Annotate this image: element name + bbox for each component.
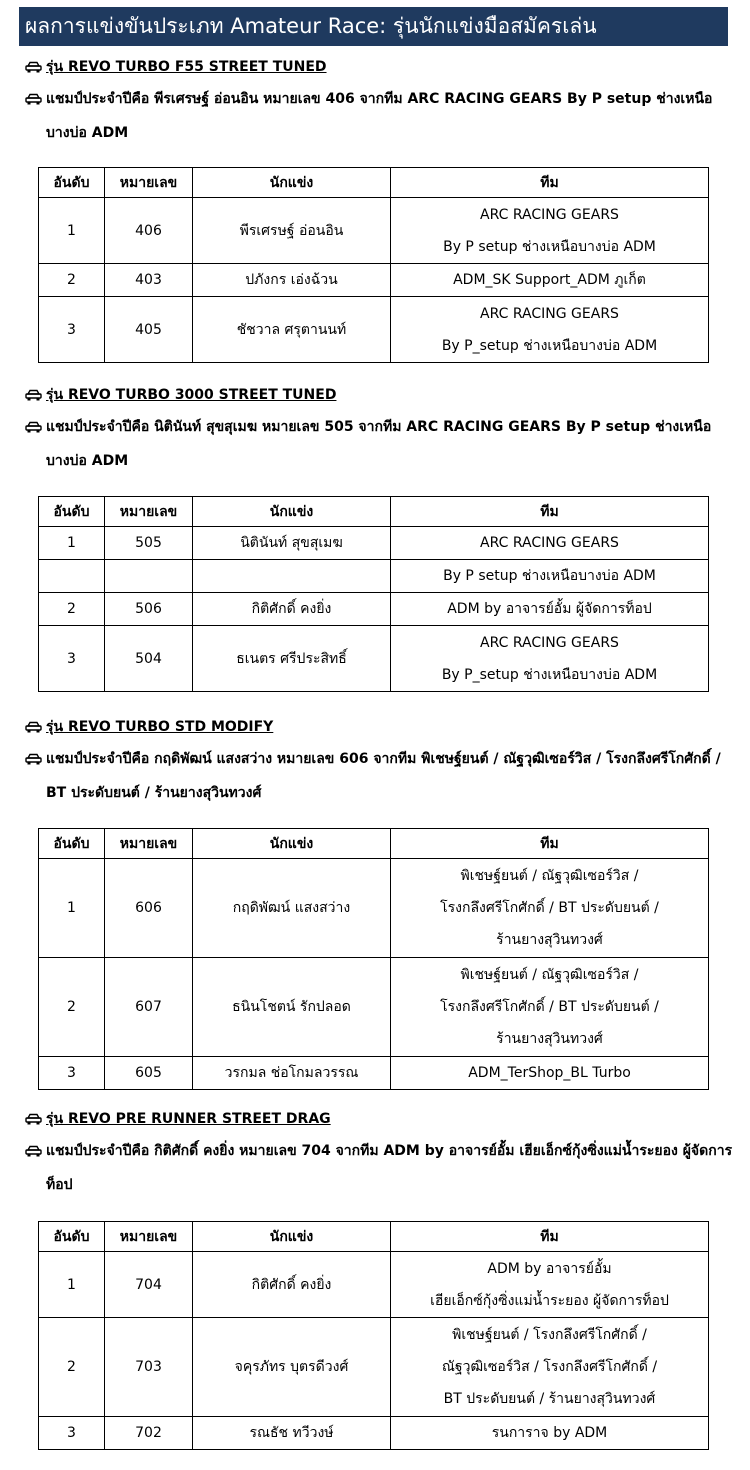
cell-number: 505 xyxy=(105,527,193,560)
team-line: By P setup ช่างเหนือบางบ่อ ADM xyxy=(443,568,656,584)
cell-rank: 1 xyxy=(39,198,105,264)
cell-team xyxy=(391,527,709,560)
page-title: ผลการแข่งขันประเภท Amateur Race: รุ่นนักแข่งมือสมัครเล่น xyxy=(19,7,728,46)
column-header-rank: อันดับ xyxy=(39,497,105,527)
car-icon xyxy=(25,421,42,433)
cell-team xyxy=(391,297,709,363)
cell-driver: ชัชวาล ศรุตานนท์ xyxy=(193,297,391,363)
champion-text: แชมป์ประจำปีคือ กฤดิพัฒน์ แสงสว่าง หมายเลข 606 จากทีม พิเชษฐ์ยนต์ / ณัฐวุฒิเซอร์วิส / โรงกลึงศรีโกศักดิ์ / BT ประดับยนต์ / ร้านยางสุวินทวงศ์ xyxy=(46,751,721,801)
team-line: เฮียเอ็กซ์กุ้งซิ่งแม่น้ำระยอง ผู้จัดการท็อป xyxy=(430,1292,669,1309)
cell-number: 506 xyxy=(105,593,193,626)
table-row xyxy=(39,859,709,958)
class-title xyxy=(25,385,735,405)
race-class-section xyxy=(25,57,735,150)
results-table xyxy=(38,167,709,363)
race-class-section xyxy=(25,1109,735,1202)
cell-rank: 2 xyxy=(39,264,105,297)
table-header-row xyxy=(39,829,709,859)
team-line: By P_setup ช่างเหนือบางบ่อ ADM xyxy=(441,337,658,354)
cell-number: 605 xyxy=(105,1057,193,1090)
cell-rank: 1 xyxy=(39,527,105,560)
column-header-number: หมายเลข xyxy=(105,829,193,859)
cell-team xyxy=(391,1417,709,1450)
table-row xyxy=(39,297,709,363)
team-line: ARC RACING GEARS xyxy=(480,634,619,651)
table-row xyxy=(39,958,709,1057)
class-title-text: รุ่น REVO TURBO STD MODIFY xyxy=(46,719,274,735)
cell-rank: 2 xyxy=(39,1318,105,1417)
cell-rank: 2 xyxy=(39,593,105,626)
table-row xyxy=(39,560,709,593)
team-line: ณัฐวุฒิเซอร์วิส / โรงกลึงศรีโกศักดิ์ / xyxy=(441,1359,658,1375)
cell-driver: นิตินันท์ สุขสุเมฆ xyxy=(193,527,391,560)
cell-rank: 3 xyxy=(39,297,105,363)
team-line: โรงกลึงศรีโกศักดิ์ / BT ประดับยนต์ / xyxy=(440,999,659,1015)
cell-driver: ธนินโชตน์ รักปลอด xyxy=(193,958,391,1057)
column-header-number: หมายเลข xyxy=(105,1222,193,1252)
column-header-team: ทีม xyxy=(391,829,709,859)
column-header-number: หมายเลข xyxy=(105,168,193,198)
team-line: พิเชษฐ์ยนต์ / ณัฐวุฒิเซอร์วิส / xyxy=(460,967,639,983)
car-icon xyxy=(25,1145,42,1157)
team-line: By P setup ช่างเหนือบางบ่อ ADM xyxy=(443,238,656,255)
team-line: ADM by อาจารย์อั้ม xyxy=(487,1260,612,1277)
team-line: ARC RACING GEARS xyxy=(480,206,619,223)
team-line: By P_setup ช่างเหนือบางบ่อ ADM xyxy=(441,666,658,683)
champion-text: แชมป์ประจำปีคือ พีรเศรษฐ์ อ่อนอิน หมายเลข 406 จากทีม ARC RACING GEARS By P setup ช่างเหนือบางบ่อ ADM xyxy=(46,91,713,141)
team-line: ร้านยางสุวินทวงศ์ xyxy=(496,932,603,948)
cell-rank: 3 xyxy=(39,1417,105,1450)
column-header-team: ทีม xyxy=(391,497,709,527)
cell-driver: จคุรภัทร บุตรดีวงศ์ xyxy=(193,1318,391,1417)
car-icon xyxy=(25,93,42,105)
class-title xyxy=(25,1109,735,1129)
results-table xyxy=(38,828,709,1090)
team-line: ADM_TerShop_BL Turbo xyxy=(468,1065,631,1081)
car-icon xyxy=(25,1113,42,1125)
champion-line xyxy=(25,82,735,150)
results-table xyxy=(38,1221,709,1450)
champion-text: แชมป์ประจำปีคือ นิตินันท์ สุขสุเมฆ หมายเลข 505 จากทีม ARC RACING GEARS By P setup ช่างเหนือบางบ่อ ADM xyxy=(46,419,712,469)
cell-team xyxy=(391,958,709,1057)
class-title-text: รุ่น REVO PRE RUNNER STREET DRAG xyxy=(46,1111,331,1127)
table-row xyxy=(39,527,709,560)
cell-team xyxy=(391,1252,709,1318)
cell-number: 606 xyxy=(105,859,193,958)
column-header-driver: นักแข่ง xyxy=(193,168,391,198)
results-table xyxy=(38,496,709,692)
cell-driver: ธเนตร ศรีประสิทธิ์ xyxy=(193,626,391,692)
cell-number: 704 xyxy=(105,1252,193,1318)
team-line: ADM by อาจารย์อั้ม ผู้จัดการท็อป xyxy=(447,601,652,617)
table-row xyxy=(39,626,709,692)
column-header-driver: นักแข่ง xyxy=(193,1222,391,1252)
cell-driver: กฤดิพัฒน์ แสงสว่าง xyxy=(193,859,391,958)
champion-text: แชมป์ประจำปีคือ กิติศักดิ์ คงยิ่ง หมายเลข 704 จากทีม ADM by อาจารย์อั้ม เฮียเอ็กซ์กุ้งซิ่งแม่น้ำระยอง ผู้จัดการท็อป xyxy=(46,1143,733,1193)
cell-team xyxy=(391,560,709,593)
cell-number: 607 xyxy=(105,958,193,1057)
column-header-number: หมายเลข xyxy=(105,497,193,527)
cell-number xyxy=(105,560,193,593)
cell-driver: กิติศักดิ์ คงยิ่ง xyxy=(193,1252,391,1318)
team-line: ARC RACING GEARS xyxy=(480,535,619,551)
table-row xyxy=(39,1318,709,1417)
cell-rank: 1 xyxy=(39,1252,105,1318)
cell-rank: 1 xyxy=(39,859,105,958)
table-row xyxy=(39,1417,709,1450)
car-icon xyxy=(25,753,42,765)
column-header-rank: อันดับ xyxy=(39,1222,105,1252)
cell-driver: กิติศักดิ์ คงยิ่ง xyxy=(193,593,391,626)
race-class-section xyxy=(25,385,735,478)
table-row xyxy=(39,1057,709,1090)
column-header-rank: อันดับ xyxy=(39,168,105,198)
cell-team xyxy=(391,626,709,692)
cell-driver: รณธัช ทวีวงษ์ xyxy=(193,1417,391,1450)
cell-team xyxy=(391,264,709,297)
team-line: ARC RACING GEARS xyxy=(480,305,619,322)
class-title-text: รุ่น REVO TURBO 3000 STREET TUNED xyxy=(46,387,337,403)
cell-driver: พีรเศรษฐ์ อ่อนอิน xyxy=(193,198,391,264)
cell-number: 504 xyxy=(105,626,193,692)
cell-team xyxy=(391,859,709,958)
cell-team xyxy=(391,593,709,626)
team-line: รนการาจ by ADM xyxy=(491,1425,608,1441)
cell-driver: ปภังกร เอ่งฉ้วน xyxy=(193,264,391,297)
column-header-rank: อันดับ xyxy=(39,829,105,859)
table-header-row xyxy=(39,1222,709,1252)
column-header-team: ทีม xyxy=(391,168,709,198)
cell-team xyxy=(391,1057,709,1090)
cell-number: 702 xyxy=(105,1417,193,1450)
cell-driver xyxy=(193,560,391,593)
champion-line xyxy=(25,410,735,478)
team-line: BT ประดับยนต์ / ร้านยางสุวินทวงศ์ xyxy=(443,1391,656,1407)
cell-number: 406 xyxy=(105,198,193,264)
class-title xyxy=(25,57,735,77)
champion-line xyxy=(25,742,735,810)
cell-rank: 2 xyxy=(39,958,105,1057)
team-line: ADM_SK Support_ADM ภูเก็ต xyxy=(453,272,646,288)
team-line: พิเชษฐ์ยนต์ / โรงกลึงศรีโกศักดิ์ / xyxy=(452,1327,647,1343)
table-row xyxy=(39,264,709,297)
cell-driver: วรกมล ช่อโกมลวรรณ xyxy=(193,1057,391,1090)
team-line: โรงกลึงศรีโกศักดิ์ / BT ประดับยนต์ / xyxy=(440,900,659,916)
car-icon xyxy=(25,61,42,73)
cell-rank: 3 xyxy=(39,1057,105,1090)
cell-rank xyxy=(39,560,105,593)
cell-team xyxy=(391,198,709,264)
column-header-team: ทีม xyxy=(391,1222,709,1252)
car-icon xyxy=(25,721,42,733)
cell-number: 405 xyxy=(105,297,193,363)
class-title-text: รุ่น REVO TURBO F55 STREET TUNED xyxy=(46,59,327,75)
cell-team xyxy=(391,1318,709,1417)
car-icon xyxy=(25,389,42,401)
cell-rank: 3 xyxy=(39,626,105,692)
table-header-row xyxy=(39,497,709,527)
team-line: ร้านยางสุวินทวงศ์ xyxy=(496,1031,603,1047)
cell-number: 403 xyxy=(105,264,193,297)
column-header-driver: นักแข่ง xyxy=(193,497,391,527)
table-row xyxy=(39,593,709,626)
race-class-section xyxy=(25,717,735,810)
table-row xyxy=(39,198,709,264)
column-header-driver: นักแข่ง xyxy=(193,829,391,859)
champion-line xyxy=(25,1134,735,1202)
cell-number: 703 xyxy=(105,1318,193,1417)
table-row xyxy=(39,1252,709,1318)
table-header-row xyxy=(39,168,709,198)
class-title xyxy=(25,717,735,737)
team-line: พิเชษฐ์ยนต์ / ณัฐวุฒิเซอร์วิส / xyxy=(460,868,639,884)
